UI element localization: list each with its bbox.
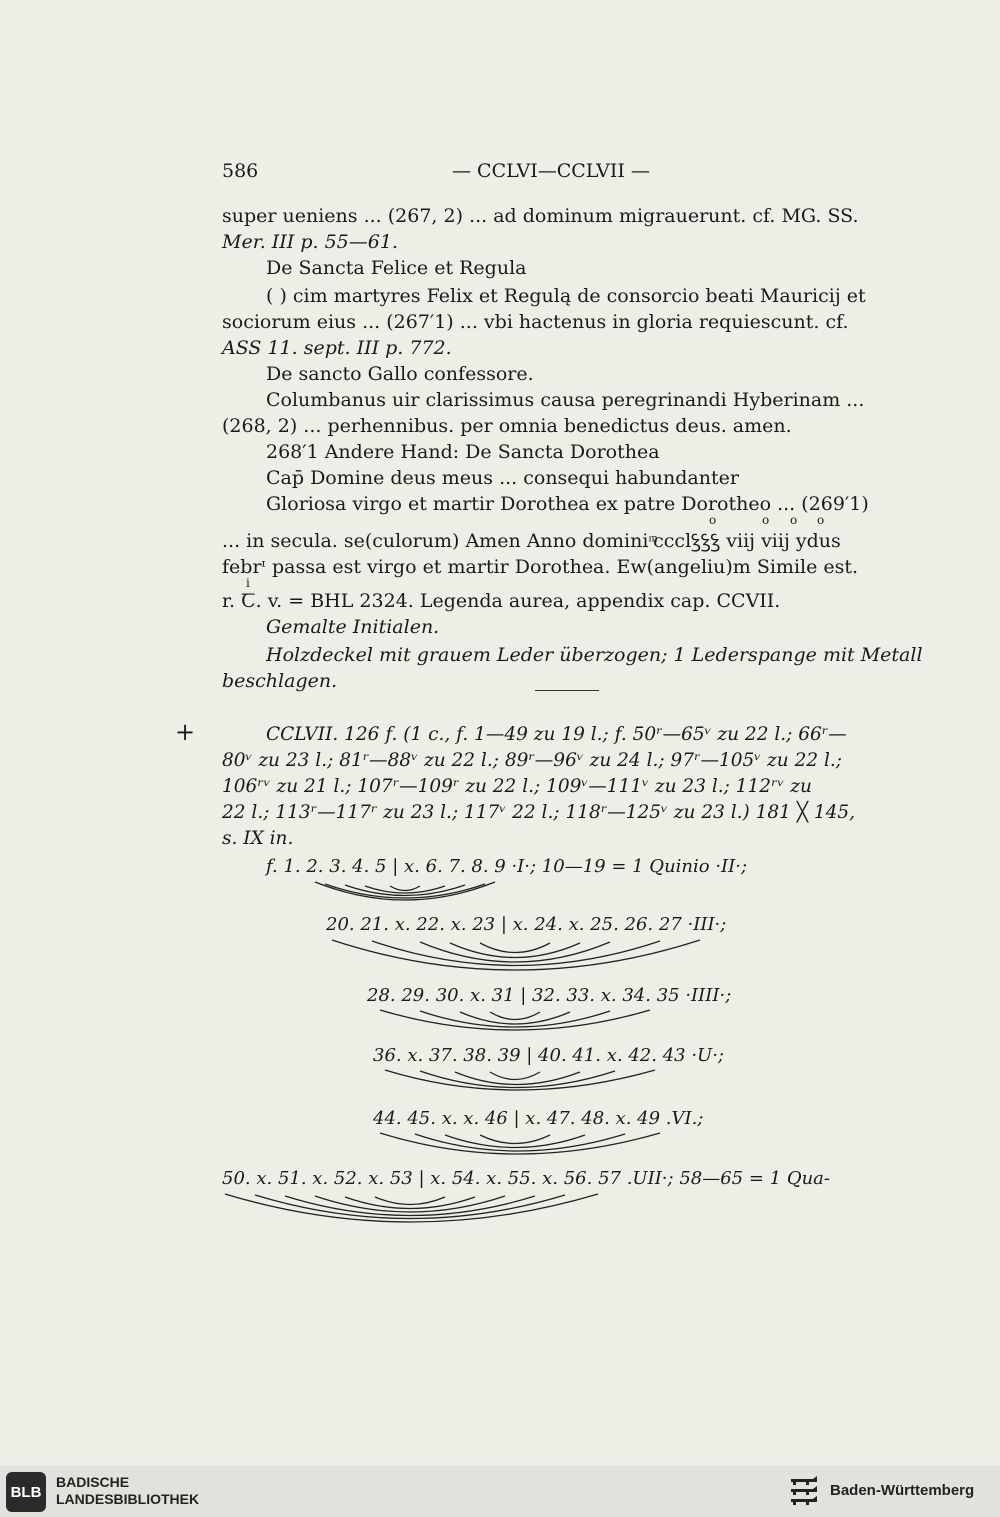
text-line: Columbanus uir clarissimus causa peregrinandi Hyberinam ...	[266, 389, 865, 411]
text-line: beschlagen.	[222, 670, 338, 692]
text-line: 80ᵛ zu 23 l.; 81ʳ—88ᵛ zu 22 l.; 89ʳ—96ᵛ zu 24 l.; 97ʳ—105ᵛ zu 22 l.;	[222, 750, 843, 771]
text-line: Holzdeckel mit grauem Leder überzogen; 1 Lederspange mit Metall	[266, 644, 923, 666]
text-line: ASS 11. sept. III p. 772.	[222, 337, 452, 359]
quire-line: 20. 21. x. 22. x. 23 | x. 24. x. 25. 26. 27 ·III·;	[326, 914, 727, 935]
quire-line: 50. x. 51. x. 52. x. 53 | x. 54. x. 55. x. 56. 57 .UII·; 58—65 = 1 Qua-	[222, 1168, 830, 1189]
text-line: 22 l.; 113ʳ—117ʳ zu 23 l.; 117ᵛ 22 l.; 118ʳ—125ᵛ zu 23 l.) 181 ╳ 145,	[222, 802, 856, 823]
text-line: 268′1 Andere Hand: De Sancta Dorothea	[266, 441, 660, 463]
quire-line: f. 1. 2. 3. 4. 5 | x. 6. 7. 8. 9 ·I·; 10—19 = 1 Quinio ·II·;	[266, 856, 748, 877]
text-line: ... in secula. se(culorum) Amen Anno domini ͫccclꝣꝣꝣ viij viij ydus	[222, 530, 841, 552]
library-name[interactable]	[56, 1474, 199, 1508]
footer-bar	[0, 1466, 1000, 1517]
text-line: sociorum eius ... (267′1) ... vbi hactenus in gloria requiescunt. cf.	[222, 311, 849, 333]
library-name-line-2: LANDESBIBLIOTHEK	[56, 1491, 200, 1507]
text-line: De Sancta Felice et Regula	[266, 257, 527, 279]
text-line: r. Ꞇ. v. = BHL 2324. Legenda aurea, appendix cap. CCVII.	[222, 590, 781, 612]
margin-plus-mark: +	[175, 718, 196, 746]
text-line: CCLVII. 126 f. (1 c., f. 1—49 zu 19 l.; f. 50ʳ—65ᵛ zu 22 l.; 66ʳ—	[266, 724, 847, 745]
text-line: s. IX in.	[222, 828, 294, 849]
superscript: o	[790, 513, 798, 527]
text-line: Gloriosa virgo et martir Dorothea ex patre Dorotheo ... (269′1)	[266, 493, 869, 515]
page-number: 586	[222, 160, 259, 182]
quire-line: 28. 29. 30. x. 31 | 32. 33. x. 34. 35 ·IIII·;	[367, 985, 732, 1006]
text-line: Mer. III p. 55—61.	[222, 231, 398, 253]
superscript: o	[709, 513, 717, 527]
blb-logo[interactable]: BLB	[6, 1472, 46, 1512]
three-lions-icon	[788, 1474, 822, 1510]
superscript: o	[762, 513, 770, 527]
text-line: ( ) cim martyres Felix et Regulą de consorcio beati Mauricij et	[266, 285, 866, 307]
quire-line: 44. 45. x. x. 46 | x. 47. 48. x. 49 .VI.;	[373, 1108, 704, 1129]
superscript: i	[246, 576, 250, 590]
running-title: — CCLVI—CCLVII —	[452, 160, 650, 182]
state-name[interactable]: Baden-Württemberg	[830, 1482, 975, 1499]
text-line: 106ʳᵛ zu 21 l.; 107ʳ—109ʳ zu 22 l.; 109ᵛ—111ᵛ zu 23 l.; 112ʳᵛ zu	[222, 776, 812, 797]
text-line: De sancto Gallo confessore.	[266, 363, 534, 385]
text-line: Cap̄ Domine deus meus ... consequi habundanter	[266, 467, 739, 489]
library-name-line-1: BADISCHE	[56, 1474, 130, 1490]
text-line: febrᶦ passa est virgo et martir Dorothea. Ew(angeliu)m Simile est.	[222, 556, 859, 578]
text-line: Gemalte Initialen.	[266, 616, 440, 638]
text-line: super ueniens ... (267, 2) ... ad dominum migrauerunt. cf. MG. SS.	[222, 205, 859, 227]
text-line: (268, 2) ... perhennibus. per omnia benedictus deus. amen.	[222, 415, 792, 437]
quire-line: 36. x. 37. 38. 39 | 40. 41. x. 42. 43 ·U·;	[373, 1045, 724, 1066]
superscript: o	[817, 513, 825, 527]
